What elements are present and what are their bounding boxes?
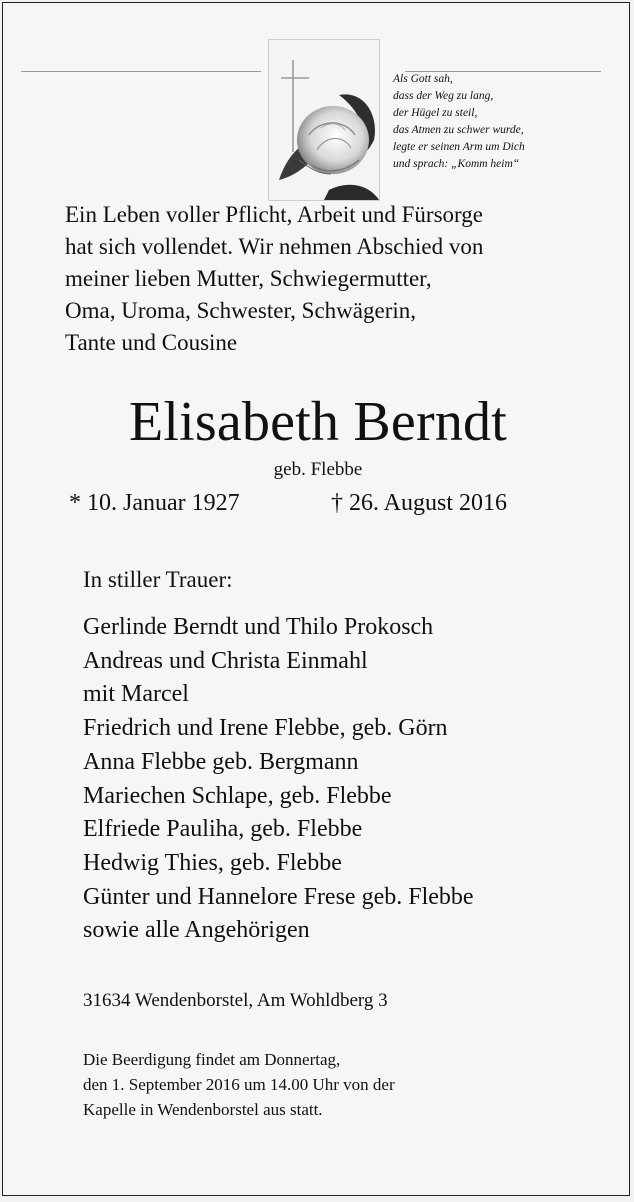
death-date: † 26. August 2016 <box>331 490 508 516</box>
mourner-item: Anna Flebbe geb. Bergmann <box>83 748 359 775</box>
poem-line: das Atmen zu schwer wurde, <box>393 124 524 136</box>
family-address: 31634 Wendenborstel, Am Wohldberg 3 <box>83 990 388 1011</box>
funeral-line: Kapelle in Wendenborstel aus statt. <box>83 1100 323 1119</box>
mourner-item: Mariechen Schlape, geb. Flebbe <box>83 782 392 809</box>
mourners-list <box>83 611 474 948</box>
mourner-item: Hedwig Thies, geb. Flebbe <box>83 849 342 876</box>
intro-text <box>65 199 585 359</box>
funeral-line: den 1. September 2016 um 14.00 Uhr von der <box>83 1075 395 1094</box>
poem-line: Als Gott sah, <box>393 73 453 85</box>
poem-line: der Hügel zu steil, <box>393 107 478 119</box>
mourning-heading: In stiller Trauer: <box>83 567 233 592</box>
divider-left <box>21 71 261 72</box>
mourner-item: sowie alle Angehörigen <box>83 917 310 944</box>
mourner-item: mit Marcel <box>83 681 189 708</box>
birth-date: * 10. Januar 1927 <box>69 490 240 516</box>
intro-line: Oma, Uroma, Schwester, Schwägerin, <box>65 298 417 323</box>
maiden-name: geb. Flebbe <box>273 459 363 480</box>
poem-line: dass der Weg zu lang, <box>393 90 494 102</box>
funeral-line: Die Beerdigung findet am Donnertag, <box>83 1050 341 1069</box>
cross-rose-illustration <box>269 40 379 200</box>
poem-line: und sprach: „Komm heim“ <box>393 158 520 170</box>
mourner-item: Friedrich und Irene Flebbe, geb. Görn <box>83 715 448 742</box>
intro-line: Tante und Cousine <box>65 330 238 355</box>
intro-line: Ein Leben voller Pflicht, Arbeit und Fürsorge <box>65 202 483 227</box>
mourner-item: Elfriede Pauliha, geb. Flebbe <box>83 816 363 843</box>
mourner-item: Gerlinde Berndt und Thilo Prokosch <box>83 614 434 640</box>
cross-and-rose-image <box>268 39 380 201</box>
intro-line: meiner lieben Mutter, Schwiegermutter, <box>65 266 432 291</box>
obituary-notice <box>2 2 630 1196</box>
intro-line: hat sich vollendet. Wir nehmen Abschied von <box>65 234 484 259</box>
poem <box>393 71 613 173</box>
poem-line: legte er seinen Arm um Dich <box>393 141 525 153</box>
funeral-notice <box>83 1047 395 1122</box>
deceased-name: Elisabeth Berndt <box>128 391 507 453</box>
mourner-item: Günter und Hannelore Frese geb. Flebbe <box>83 883 474 910</box>
mourner-item: Andreas und Christa Einmahl <box>83 647 368 674</box>
